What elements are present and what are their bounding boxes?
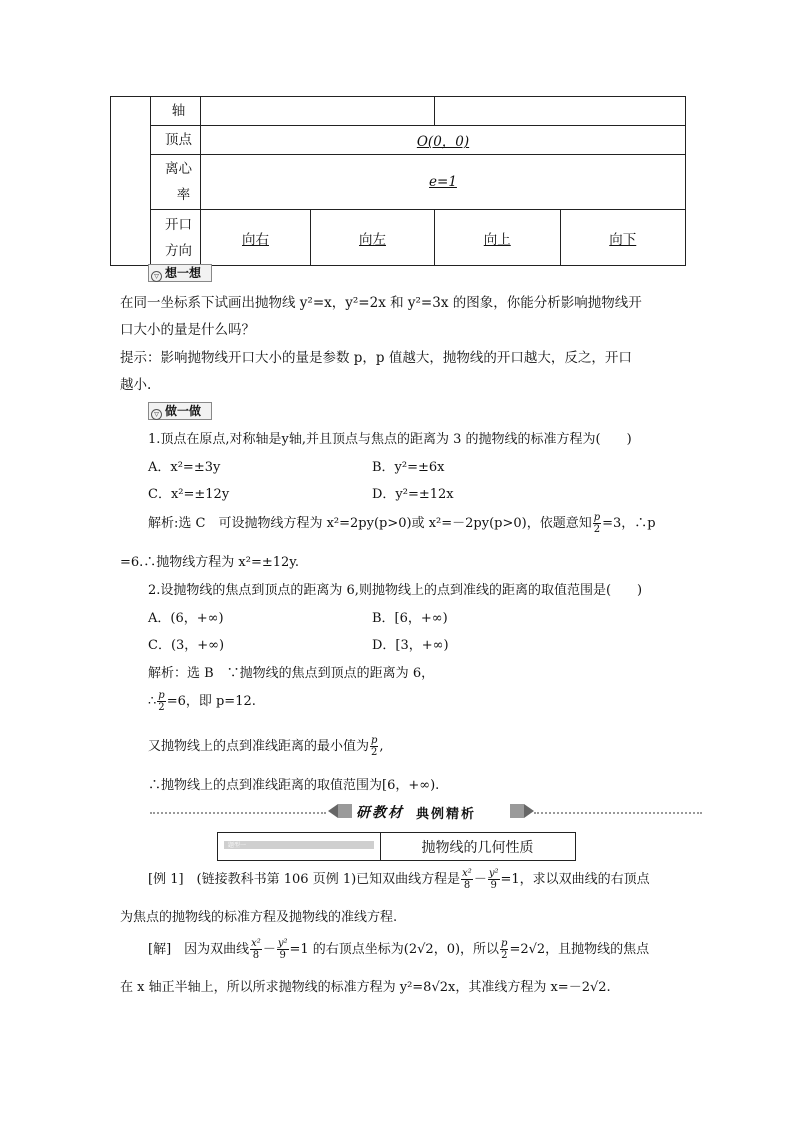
answer-1-line2: =6.∴抛物线方程为 x²=±12y. — [120, 555, 300, 570]
chevron-icon: ▽ — [151, 271, 162, 282]
question-2: 2.设抛物线的焦点到顶点的距离为 6,则抛物线上的点到准线的距离的取值范围是( ) — [148, 583, 643, 598]
think-question-line2: 口大小的量是什么吗？ — [120, 322, 255, 338]
section-banner — [150, 802, 702, 822]
question-1: 1.顶点在原点,对称轴是y轴,并且顶点与焦点的距离为 3 的抛物线的标准方程为( ) — [148, 432, 632, 447]
vertex-label: 顶点 — [151, 126, 201, 155]
answer-1-line1: 解析:选 C 可设抛物线方程为 x²=2py(p>0)或 x²=－2py(p>0)，依题意知 $\frac{p}{2}$ =3，∴p — [148, 512, 656, 535]
example-1-line2: 为焦点的抛物线的标准方程及抛物线的准线方程. — [120, 910, 398, 925]
answer-2-line2: ∴ $\frac{p}{2}$ =6，即 p=12. — [148, 690, 256, 713]
table-left-blank — [111, 97, 151, 266]
axis-label: 轴 — [151, 97, 201, 126]
arrow-right-icon — [524, 804, 534, 818]
q1-option-c: C．x²=±12y — [148, 487, 230, 502]
chevron-icon: ▽ — [151, 409, 162, 420]
banner-right-text: 典例精析 — [416, 807, 477, 822]
axis-cell-1 — [201, 97, 435, 126]
eccentricity-label: 离心 率 — [151, 155, 201, 210]
q2-option-d: D．[3，+∞) — [372, 638, 449, 653]
topic-box — [217, 832, 576, 861]
think-hint-line1: 提示：影响抛物线开口大小的量是参数 p，p 值越大，抛物线的开口越大，反之，开口 — [120, 350, 632, 366]
open-up: 向上 — [483, 231, 511, 248]
answer-2-line4: ∴抛物线上的点到准线距离的取值范围为[6，+∞). — [148, 778, 440, 793]
example-1-line1: [例 1] (链接教科书第 106 页例 1)已知双曲线方程是 $\frac{\text{x²}}{8}$ － $\frac{\text{y²}}{9}$ =1，求以双曲线的右顶点 — [148, 868, 650, 891]
banner-left-text: 研教材 — [356, 805, 404, 821]
fraction-p-over-2: $\frac{p}{2}$ — [371, 735, 378, 758]
q2-option-b: B．[6，+∞) — [372, 611, 448, 626]
do-tag: ▽ 做一做 — [148, 402, 212, 420]
open-down: 向下 — [609, 231, 637, 248]
q2-option-a: A．(6，+∞) — [148, 611, 224, 626]
q2-option-c: C．(3，+∞) — [148, 638, 225, 653]
opening-direction-label: 开口 方向 — [151, 210, 201, 266]
q1-option-a: A．x²=±3y — [148, 460, 221, 475]
axis-cell-2 — [435, 97, 686, 126]
open-left: 向左 — [359, 231, 386, 248]
q1-option-b: B．y²=±6x — [372, 460, 445, 475]
answer-2-line1: 解析：选 B ∵抛物线的焦点到顶点的距离为 6， — [148, 666, 435, 681]
solution-line2: 在 x 轴正半轴上，所以所求抛物线的标准方程为 y²=8√2x，其准线方程为 x=－2√2. — [120, 980, 611, 995]
think-tag: ▽ 想一想 — [148, 264, 212, 282]
eccentricity-value: e=1 — [429, 174, 457, 190]
think-question-line1: 在同一坐标系下试画出抛物线 y²=x，y²=2x 和 y²=3x 的图象，你能分析影响抛物线开 — [120, 295, 642, 311]
parabola-properties-table — [110, 96, 686, 266]
topic-small-label: 题型一 — [228, 842, 247, 849]
q1-option-d: D．y²=±12x — [372, 487, 454, 502]
think-hint-line2: 越小. — [120, 377, 152, 393]
answer-2-line3: 又抛物线上的点到准线距离的最小值为 $\frac{p}{2}$ , — [148, 735, 384, 758]
open-right: 向右 — [242, 231, 269, 248]
vertex-value: O(0，0) — [416, 134, 470, 150]
solution-line1: [解] 因为双曲线 $\frac{\text{x²}}{8}$ － $\frac{\text{y²}}{9}$ =1 的右顶点坐标为(2√2，0)，所以 $\frac{p}{2}$ =2√2，且抛物线的焦点 — [148, 938, 650, 961]
arrow-left-icon — [328, 804, 338, 818]
fraction-p-over-2: $\frac{p}{2}$ — [158, 690, 165, 713]
topic-title: 抛物线的几何性质 — [421, 840, 534, 856]
fraction-p-over-2: $\frac{p}{2}$ — [593, 512, 601, 535]
